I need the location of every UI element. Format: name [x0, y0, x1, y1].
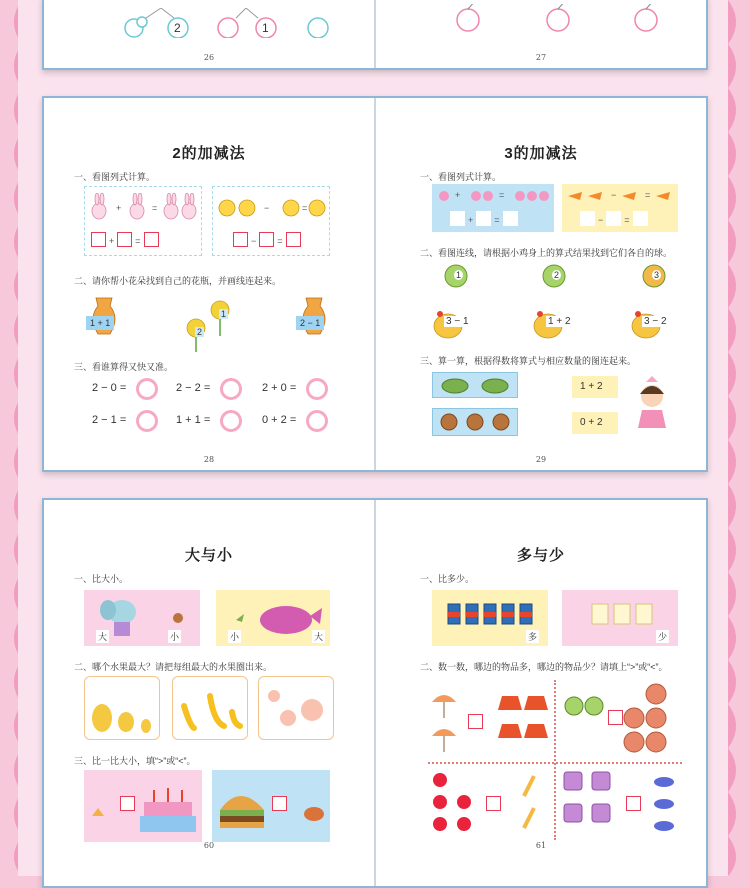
label-big: 大	[98, 632, 108, 642]
page-28	[44, 98, 375, 470]
equals-sign: =	[135, 236, 141, 246]
plus-sign: +	[468, 215, 474, 225]
question-1: 一、比多少。	[420, 574, 475, 584]
answer-box[interactable]	[91, 232, 106, 247]
answer-box[interactable]	[580, 211, 595, 226]
ball-number-1: 1	[456, 270, 462, 280]
girl-icon	[630, 376, 674, 436]
answer-box[interactable]	[450, 211, 465, 226]
equation: 1 + 1 =	[176, 414, 211, 426]
bear-icon	[433, 409, 517, 435]
page-title: 2的加减法	[172, 145, 246, 162]
book-spread-60-61	[42, 498, 708, 888]
equals-sign: =	[152, 203, 158, 213]
question-3: 三、比一比大小，填“>”或“<”。	[74, 756, 196, 766]
answer-box[interactable]	[633, 211, 648, 226]
vase-label-2: 2 − 1	[296, 316, 324, 330]
cake-icon	[88, 780, 202, 838]
banana-icon	[176, 684, 246, 736]
label-more: 多	[528, 632, 538, 642]
cat-icon	[215, 193, 329, 223]
pear-icon	[88, 684, 158, 736]
cup-hat-group	[560, 768, 684, 840]
question-2: 二、看图连线，请根据小鸡身上的算式结果找到它们各自的球。	[420, 248, 673, 258]
compare-box[interactable]	[608, 710, 623, 725]
equals-sign: =	[277, 236, 283, 246]
minus-sign: −	[264, 203, 270, 213]
answer-box[interactable]	[286, 232, 301, 247]
compare-box[interactable]	[626, 796, 641, 811]
flower-number-row	[86, 8, 336, 38]
turtle-icon	[433, 373, 517, 397]
compare-box[interactable]	[486, 796, 501, 811]
page-title: 多与少	[516, 547, 565, 564]
plus-sign: +	[455, 190, 461, 200]
question-2: 二、数一数，哪边的物品多，哪边的物品少？请填上“>”或“<”。	[420, 662, 668, 672]
page-number-28: 28	[203, 455, 215, 464]
page-number-26: 26	[203, 53, 215, 62]
turtle-panel	[432, 372, 518, 398]
peach-icon	[262, 684, 332, 736]
umbrella-skirt-group	[428, 682, 552, 758]
flower-number-1: 2	[174, 21, 181, 35]
plus-sign: +	[109, 236, 115, 246]
minus-sign: −	[598, 215, 604, 225]
compare-box[interactable]	[468, 714, 483, 729]
equals-sign: =	[302, 203, 308, 213]
minus-sign: −	[251, 236, 257, 246]
page-title: 大与小	[184, 547, 233, 564]
page-title: 3的加减法	[504, 145, 578, 162]
compare-box[interactable]	[120, 796, 135, 811]
card-equation-2: 0 + 2	[580, 417, 603, 428]
answer-circle[interactable]	[136, 378, 158, 400]
answer-box[interactable]	[476, 211, 491, 226]
candy-icon	[434, 186, 552, 206]
equals-sign: =	[645, 190, 651, 200]
vase-label-1: 1 + 1	[86, 316, 114, 330]
candy-panel	[432, 184, 554, 232]
page-number-27: 27	[535, 53, 547, 62]
answer-box[interactable]	[606, 211, 621, 226]
flower-number-2: 1	[262, 21, 269, 35]
answer-box[interactable]	[233, 232, 248, 247]
answer-circle[interactable]	[220, 410, 242, 432]
book-spread-28-29	[42, 96, 708, 472]
page-number-61: 61	[535, 841, 547, 850]
ball-number-3: 3	[654, 270, 660, 280]
question-3: 三、算一算，根据得数将算式与相应数量的图连起来。	[420, 356, 637, 366]
cat-panel	[212, 186, 330, 256]
ball-number-2: 2	[554, 270, 560, 280]
chick-equation-3: 3 − 2	[644, 316, 667, 327]
bear-panel	[432, 408, 518, 436]
answer-box[interactable]	[259, 232, 274, 247]
equals-sign: =	[499, 190, 505, 200]
answer-box[interactable]	[144, 232, 159, 247]
carrot-panel	[562, 184, 678, 232]
scallop-border-right	[728, 0, 750, 876]
page-number-29: 29	[535, 455, 547, 464]
carrot-icon	[564, 186, 676, 206]
question-1: 一、看图列式计算。	[420, 172, 502, 182]
page-60	[44, 500, 375, 886]
rabbit-icon	[87, 193, 201, 223]
answer-circle[interactable]	[220, 378, 242, 400]
answer-box[interactable]	[117, 232, 132, 247]
chick-equation-1: 3 − 1	[446, 316, 469, 327]
flower-label-1: 1	[221, 309, 227, 319]
label-less: 少	[658, 632, 668, 642]
page-61	[375, 500, 706, 886]
answer-box[interactable]	[503, 211, 518, 226]
answer-circle[interactable]	[306, 378, 328, 400]
rabbit-panel	[84, 186, 202, 256]
page-27	[375, 0, 706, 68]
can-icon	[446, 600, 536, 630]
question-3: 三、看谁算得又快又准。	[74, 362, 174, 372]
answer-circle[interactable]	[136, 410, 158, 432]
compare-box[interactable]	[272, 796, 287, 811]
divider-vertical	[554, 680, 556, 840]
milk-box-icon	[588, 598, 658, 628]
equation: 2 − 2 =	[176, 382, 211, 394]
book-spread-26-27	[42, 0, 708, 70]
chick-equation-2: 1 + 2	[548, 316, 571, 327]
card-equation-1: 1 + 2	[580, 381, 603, 392]
question-1: 一、看图列式计算。	[74, 172, 156, 182]
question-2: 二、哪个水果最大？请把每组最大的水果圈出来。	[74, 662, 273, 672]
answer-circle[interactable]	[306, 410, 328, 432]
label-small: 小	[170, 632, 180, 642]
flower-label-2: 2	[197, 327, 203, 337]
label-small: 小	[230, 632, 240, 642]
plus-sign: +	[116, 203, 122, 213]
apple-row	[446, 4, 676, 34]
label-big: 大	[314, 632, 324, 642]
question-2: 二、请你帮小花朵找到自己的花瓶，并画线连起来。	[74, 276, 282, 286]
minus-sign: −	[611, 190, 617, 200]
equals-sign: =	[624, 215, 630, 225]
equals-sign: =	[494, 215, 500, 225]
page-26	[44, 0, 375, 68]
equation: 2 − 0 =	[92, 382, 127, 394]
equation: 2 − 1 =	[92, 414, 127, 426]
equation: 0 + 2 =	[262, 414, 297, 426]
question-1: 一、比大小。	[74, 574, 129, 584]
equation: 2 + 0 =	[262, 382, 297, 394]
page-number-60: 60	[203, 841, 215, 850]
page-29	[375, 98, 706, 470]
